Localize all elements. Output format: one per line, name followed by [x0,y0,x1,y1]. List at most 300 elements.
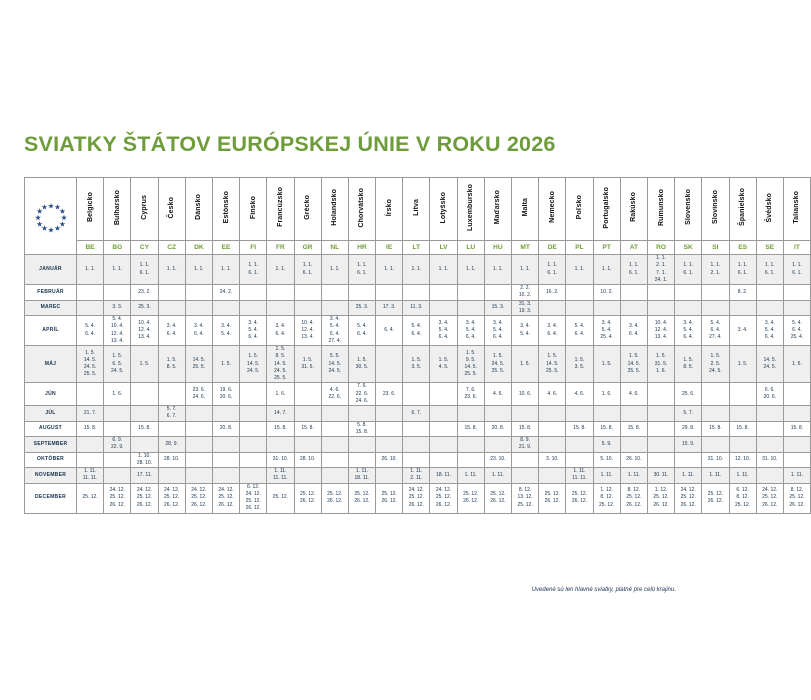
holiday-cell-cy [131,406,158,422]
holiday-cell-si: 15. 8. [702,421,729,437]
holiday-cell-lu: 7. 6. 23. 6. [457,383,484,406]
holiday-cell-de [539,300,566,316]
holiday-cell-de: 3. 10. [539,452,566,468]
country-code-at: AT [620,241,647,255]
holiday-cell-be [77,300,104,316]
holiday-cell-sk: 5. 7. [675,406,702,422]
country-code-cz: CZ [158,241,185,255]
country-name-label: Česko [168,196,176,219]
holiday-cell-cz: 1. 5. 8. 5. [158,346,185,383]
holiday-cell-es [729,437,756,453]
holiday-cell-sk: 24. 12. 25. 12. 26. 12. [675,483,702,513]
table-row [25,316,811,346]
holiday-cell-fi [240,452,267,468]
holiday-cell-cy: 15. 8. [131,421,158,437]
holiday-cell-es: 3. 4. [729,316,756,346]
country-header-at [620,178,647,241]
holiday-cell-ie [376,421,403,437]
holiday-cell-fr: 1. 1. [267,255,294,285]
holiday-cell-hu: 4. 6. [484,383,511,406]
holiday-cell-hu: 1. 1. [484,255,511,285]
country-name-label: Luxembursko [467,183,475,231]
holiday-cell-hr [348,285,375,301]
holiday-cell-pl: 1. 5. 3. 5. [566,346,593,383]
country-code-nl: NL [321,241,348,255]
country-name-label: Cyprus [140,195,148,220]
holiday-cell-mt [512,468,539,484]
holiday-cell-sk [675,300,702,316]
holiday-cell-ro: 1. 5. 31. 5. 1. 6. [647,346,674,383]
holiday-cell-de: 3. 4. 6. 4. [539,316,566,346]
holiday-cell-be: 15. 8. [77,421,104,437]
country-name-label: Švédsko [766,192,774,223]
holiday-cell-be: 5. 4. 6. 4. [77,316,104,346]
holiday-cell-lu [457,285,484,301]
holiday-cell-se [756,468,783,484]
holiday-cell-cy: 25. 3. [131,300,158,316]
holiday-cell-it: 5. 4. 6. 4. 25. 4. [783,316,810,346]
holiday-cell-sk [675,285,702,301]
holiday-cell-dk: 14. 5. 25. 5. [185,346,212,383]
country-code-de: DE [539,241,566,255]
holiday-cell-at: 15. 8. [620,421,647,437]
holiday-cell-lt [403,452,430,468]
country-name-label: Taliansko [793,191,801,224]
holiday-cell-cy [131,383,158,406]
holiday-cell-dk [185,285,212,301]
holiday-cell-hu [484,406,511,422]
holiday-cell-it [783,300,810,316]
holiday-cell-pl [566,300,593,316]
holiday-cell-de [539,437,566,453]
holiday-cell-ee [212,406,239,422]
holiday-cell-hr: 25. 3. [348,300,375,316]
holiday-cell-fi [240,437,267,453]
holiday-cell-ee: 1. 5. [212,346,239,383]
holiday-cell-si: 1. 5. 2. 5. 24. 5. [702,346,729,383]
holiday-cell-de: 1. 1. 6. 1. [539,255,566,285]
holiday-cell-de: 16. 2. [539,285,566,301]
holiday-cell-cz: 3. 4. 6. 4. [158,316,185,346]
country-header-ie [376,178,403,241]
holiday-cell-pt: 5. 10. [593,452,620,468]
holiday-cell-hu: 25. 12. 26. 12. [484,483,511,513]
holiday-cell-ee [212,468,239,484]
holiday-cell-de: 1. 5. 14. 5. 25. 5. [539,346,566,383]
country-code-ro: RO [647,241,674,255]
holiday-cell-gr [294,406,321,422]
table-row [25,452,811,468]
holiday-cell-bg: 1. 5. 6. 5. 24. 5. [104,346,131,383]
country-name-label: Belgicko [86,192,94,223]
holiday-cell-gr [294,468,321,484]
country-header-si [702,178,729,241]
holiday-cell-at: 1. 11. [620,468,647,484]
country-header-dk [185,178,212,241]
holiday-cell-ee: 3. 4. 5. 4. [212,316,239,346]
holiday-cell-nl [321,285,348,301]
holiday-cell-lt: 24. 12. 25. 12. 26. 12. [403,483,430,513]
holiday-cell-de: 4. 6. [539,383,566,406]
holiday-cell-mt: 10. 6. [512,383,539,406]
holiday-cell-lt: 11. 3. [403,300,430,316]
holiday-cell-pl [566,406,593,422]
holiday-cell-cy: 17. 11. [131,468,158,484]
holiday-cell-pt: 5. 9. [593,437,620,453]
table-row [25,346,811,383]
holiday-cell-si: 25. 12. 26. 12. [702,483,729,513]
country-header-nl [321,178,348,241]
holiday-cell-dk [185,452,212,468]
country-name-label: Slovinsko [711,190,719,225]
country-name-label: Malta [521,198,529,217]
holiday-cell-hr: 1. 1. 6. 1. [348,255,375,285]
holiday-cell-ie [376,285,403,301]
month-label: MAREC [25,300,77,316]
holiday-cell-cz [158,383,185,406]
eu-stars-icon [25,178,77,255]
holiday-cell-dk [185,406,212,422]
holiday-cell-nl: 1. 1. [321,255,348,285]
holiday-cell-lv [430,285,457,301]
holiday-cell-ee: 19. 6. 20. 6. [212,383,239,406]
table-row [25,300,811,316]
country-header-mt [512,178,539,241]
holiday-cell-be: 1. 11. 11. 11. [77,468,104,484]
country-header-hr [348,178,375,241]
country-code-lu: LU [457,241,484,255]
holiday-cell-fr: 1. 6. [267,383,294,406]
holiday-cell-pl: 1. 1. [566,255,593,285]
holiday-cell-at: 1. 1. 6. 1. [620,255,647,285]
holiday-cell-gr: 10. 4. 12. 4. 13. 4. [294,316,321,346]
holiday-cell-bg [104,421,131,437]
holiday-cell-dk: 1. 1. [185,255,212,285]
country-name-label: Chorvátsko [358,187,366,228]
country-header-cz [158,178,185,241]
country-header-se [756,178,783,241]
country-header-fi [240,178,267,241]
holiday-cell-de [539,406,566,422]
holiday-cell-lt [403,437,430,453]
holiday-cell-bg [104,285,131,301]
holiday-cell-lv [430,383,457,406]
holiday-cell-it: 15. 8. [783,421,810,437]
country-name-label: Francúzsko [276,187,284,228]
holiday-cell-it [783,406,810,422]
holiday-cell-lu: 25. 12. 26. 12. [457,483,484,513]
holiday-cell-it: 1. 5. [783,346,810,383]
country-code-si: SI [702,241,729,255]
table-body [25,255,811,514]
holidays-table [24,177,811,514]
country-code-lt: LT [403,241,430,255]
holiday-cell-bg [104,406,131,422]
holiday-cell-it [783,437,810,453]
holiday-cell-ro [647,421,674,437]
holiday-cell-pt: 1. 12. 8. 12. 25. 12. [593,483,620,513]
holiday-cell-dk: 3. 4. 6. 4. [185,316,212,346]
holiday-cell-ro [647,300,674,316]
holiday-cell-se: 24. 12. 25. 12. 26. 12. [756,483,783,513]
country-header-cy [131,178,158,241]
country-header-sk [675,178,702,241]
holiday-cell-si: 5. 4. 6. 4. 27. 4. [702,316,729,346]
country-code-pt: PT [593,241,620,255]
holiday-cell-es [729,406,756,422]
holiday-cell-nl [321,452,348,468]
country-code-lv: LV [430,241,457,255]
holiday-cell-pl: 4. 6. [566,383,593,406]
holiday-cell-gr: 1. 1. 6. 1. [294,255,321,285]
holiday-cell-hr: 1. 11. 18. 11. [348,468,375,484]
country-name-label: Dánsko [195,194,203,221]
holiday-cell-lu: 3. 4. 5. 4. 6. 4. [457,316,484,346]
holiday-cell-hu: 20. 8. [484,421,511,437]
country-name-label: Bulharsko [113,189,121,225]
holiday-cell-pt: 10. 2. [593,285,620,301]
country-code-bg: BG [104,241,131,255]
holiday-cell-hr: 5. 4. 6. 4. [348,316,375,346]
holiday-cell-nl: 5. 5. 14. 5. 24. 5. [321,346,348,383]
holiday-cell-cz [158,421,185,437]
holiday-cell-ie: 23. 6. [376,383,403,406]
holiday-cell-bg [104,452,131,468]
holiday-cell-sk: 25. 6. [675,383,702,406]
month-label: JÚL [25,406,77,422]
country-header-ee [212,178,239,241]
holiday-cell-fi: 3. 4. 5. 4. 6. 4. [240,316,267,346]
country-header-lu [457,178,484,241]
holiday-cell-lu: 1. 1. [457,255,484,285]
holiday-cell-fi: 6. 12. 24. 12. 25. 12. 26. 12. [240,483,267,513]
holiday-cell-fr [267,437,294,453]
holiday-cell-gr [294,383,321,406]
holiday-cell-sk: 3. 4. 5. 4. 6. 4. [675,316,702,346]
holiday-cell-dk [185,437,212,453]
holiday-cell-fr: 31. 10. [267,452,294,468]
holiday-cell-nl [321,406,348,422]
table-row [25,483,811,513]
holiday-cell-mt: 3. 4. 5. 4. [512,316,539,346]
holiday-cell-se: 14. 5. 24. 5. [756,346,783,383]
holiday-cell-mt [512,406,539,422]
holiday-cell-hr: 7. 6. 22. 6. 24. 6. [348,383,375,406]
holiday-cell-pl: 1. 11. 11. 11. [566,468,593,484]
holiday-cell-cy: 23. 2. [131,285,158,301]
holiday-cell-mt: 8. 12. 13. 12. 25. 12. [512,483,539,513]
holiday-cell-be: 1. 1. [77,255,104,285]
holiday-cell-lt [403,285,430,301]
holiday-cell-ee: 20. 8. [212,421,239,437]
country-code-pl: PL [566,241,593,255]
table-header [25,178,811,255]
holiday-cell-pt: 1. 6. [593,383,620,406]
holiday-cell-lv: 24. 12. 25. 12. 26. 12. [430,483,457,513]
holiday-cell-pt: 15. 8. [593,421,620,437]
holiday-cell-mt: 8. 9. 21. 9. [512,437,539,453]
holiday-cell-lv: 1. 5. 4. 5. [430,346,457,383]
holiday-cell-ro [647,285,674,301]
holiday-cell-hr: 1. 5. 30. 5. [348,346,375,383]
holiday-cell-ie: 6. 4. [376,316,403,346]
holiday-cell-cy: 1. 1. 6. 1. [131,255,158,285]
month-label: AUGUST [25,421,77,437]
holiday-cell-cy: 1. 5. [131,346,158,383]
country-name-label: Španielsko [739,188,747,227]
country-header-de [539,178,566,241]
country-code-header-row [25,241,811,255]
holiday-cell-cz [158,300,185,316]
holiday-cell-gr [294,437,321,453]
country-header-lv [430,178,457,241]
holiday-cell-fi [240,421,267,437]
holiday-cell-nl [321,468,348,484]
country-code-gr: GR [294,241,321,255]
country-header-it [783,178,810,241]
holiday-cell-lv: 3. 4. 5. 4. 6. 4. [430,316,457,346]
holiday-cell-ro [647,383,674,406]
holiday-cell-it [783,383,810,406]
holiday-cell-at: 1. 5. 14. 5. 25. 5. [620,346,647,383]
holiday-cell-lv [430,437,457,453]
country-header-gr [294,178,321,241]
country-header-fr [267,178,294,241]
holiday-cell-lv: 1. 1. [430,255,457,285]
holiday-cell-ie: 26. 10. [376,452,403,468]
holiday-cell-lv [430,421,457,437]
holiday-cell-hr [348,406,375,422]
footnote: Uvedené sú len hlavné sviatky, platné pre celú krajinu. [531,587,676,593]
holiday-cell-bg [104,468,131,484]
country-code-ie: IE [376,241,403,255]
holiday-cell-bg: 1. 1. [104,255,131,285]
holiday-cell-cz: 1. 1. [158,255,185,285]
holiday-cell-de: 25. 12. 26. 12. [539,483,566,513]
holiday-cell-se: 6. 6. 20. 6. [756,383,783,406]
holiday-cell-si: 1. 1. 2. 1. [702,255,729,285]
holiday-cell-it: 1. 11. [783,468,810,484]
holiday-cell-se: 31. 10. [756,452,783,468]
holidays-table-wrapper [24,177,805,514]
holiday-cell-nl [321,421,348,437]
holiday-cell-at: 26. 10. [620,452,647,468]
country-name-label: Fínsko [249,195,257,219]
table-row [25,437,811,453]
holiday-cell-hr [348,437,375,453]
holiday-cell-hu: 23. 10. [484,452,511,468]
holiday-cell-fi [240,406,267,422]
holiday-cell-fi: 1. 1. 6. 1. [240,255,267,285]
holiday-cell-ie: 17. 3. [376,300,403,316]
holiday-cell-de [539,421,566,437]
holiday-cell-ro: 10. 4. 12. 4. 13. 4. [647,316,674,346]
holiday-cell-at: 3. 4. 6. 4. [620,316,647,346]
holiday-cell-pl: 5. 4. 6. 4. [566,316,593,346]
country-code-hu: HU [484,241,511,255]
country-code-fi: FI [240,241,267,255]
holiday-cell-pt: 1. 1. [593,255,620,285]
country-header-ro [647,178,674,241]
holiday-cell-cz: 28. 9. [158,437,185,453]
holiday-cell-ee: 1. 1. [212,255,239,285]
holiday-cell-at [620,285,647,301]
holiday-cell-it: 8. 12. 25. 12. 26. 12. [783,483,810,513]
holiday-cell-gr: 1. 5. 31. 5. [294,346,321,383]
holiday-cell-at: 8. 12. 25. 12. 26. 12. [620,483,647,513]
holiday-cell-at: 4. 6. [620,383,647,406]
table-row [25,468,811,484]
country-header-pt [593,178,620,241]
holiday-cell-cz: 28. 10. [158,452,185,468]
country-code-be: BE [77,241,104,255]
holiday-cell-hr: 5. 8. 15. 8. [348,421,375,437]
holiday-cell-bg: 5. 4. 10. 4. 12. 4. 13. 4. [104,316,131,346]
holiday-cell-mt: 1. 1. [512,255,539,285]
holiday-cell-hu [484,285,511,301]
holiday-cell-lt [403,421,430,437]
holiday-cell-sk: 29. 8. [675,421,702,437]
month-label: SEPTEMBER [25,437,77,453]
holiday-cell-hu [484,437,511,453]
holiday-cell-cy: 1. 10. 28. 10. [131,452,158,468]
holiday-cell-sk: 1. 1. 6. 1. [675,255,702,285]
holiday-cell-mt: 15. 8. [512,421,539,437]
holiday-cell-sk [675,452,702,468]
holiday-cell-ro [647,437,674,453]
country-name-label: Holandsko [331,189,339,226]
holiday-cell-pl [566,285,593,301]
holiday-cell-fr: 3. 4. 6. 4. [267,316,294,346]
holiday-cell-ie: 25. 12. 26. 12. [376,483,403,513]
country-name-label: Grécko [304,195,312,220]
holiday-cell-si [702,406,729,422]
country-code-mt: MT [512,241,539,255]
country-name-label: Estónsko [222,191,230,224]
holiday-cell-si: 1. 11. [702,468,729,484]
page-title: SVIATKY ŠTÁTOV EURÓPSKEJ ÚNIE V ROKU 2026 [24,132,556,156]
holiday-cell-ie: 1. 1. [376,255,403,285]
holiday-cell-ee [212,437,239,453]
holiday-cell-se: 3. 4. 5. 4. 6. 4. [756,316,783,346]
holiday-cell-es: 1. 1. 6. 1. [729,255,756,285]
holiday-cell-cz: 5. 7. 6. 7. [158,406,185,422]
holiday-cell-lv [430,406,457,422]
holiday-cell-nl: 4. 6. 22. 6. [321,383,348,406]
month-label: MÁJ [25,346,77,383]
month-label: JÚN [25,383,77,406]
holiday-cell-pt: 1. 11. [593,468,620,484]
table-row [25,285,811,301]
holiday-cell-be [77,383,104,406]
holiday-cell-fr [267,300,294,316]
holiday-cell-lu: 1. 5. 9. 5. 14. 5. 25. 5. [457,346,484,383]
holiday-cell-cy [131,437,158,453]
holiday-cell-hr [348,452,375,468]
holiday-cell-lu: 15. 8. [457,421,484,437]
holiday-cell-at [620,406,647,422]
holiday-cell-pl [566,452,593,468]
country-header-lt [403,178,430,241]
holiday-cell-bg: 6. 9. 22. 9. [104,437,131,453]
holiday-cell-be: 25. 12. [77,483,104,513]
holiday-cell-se [756,300,783,316]
holiday-cell-mt: 31. 3. 19. 3. [512,300,539,316]
holiday-cell-pt [593,300,620,316]
holiday-cell-fr [267,285,294,301]
holiday-cell-fi [240,383,267,406]
holiday-cell-lu [457,452,484,468]
